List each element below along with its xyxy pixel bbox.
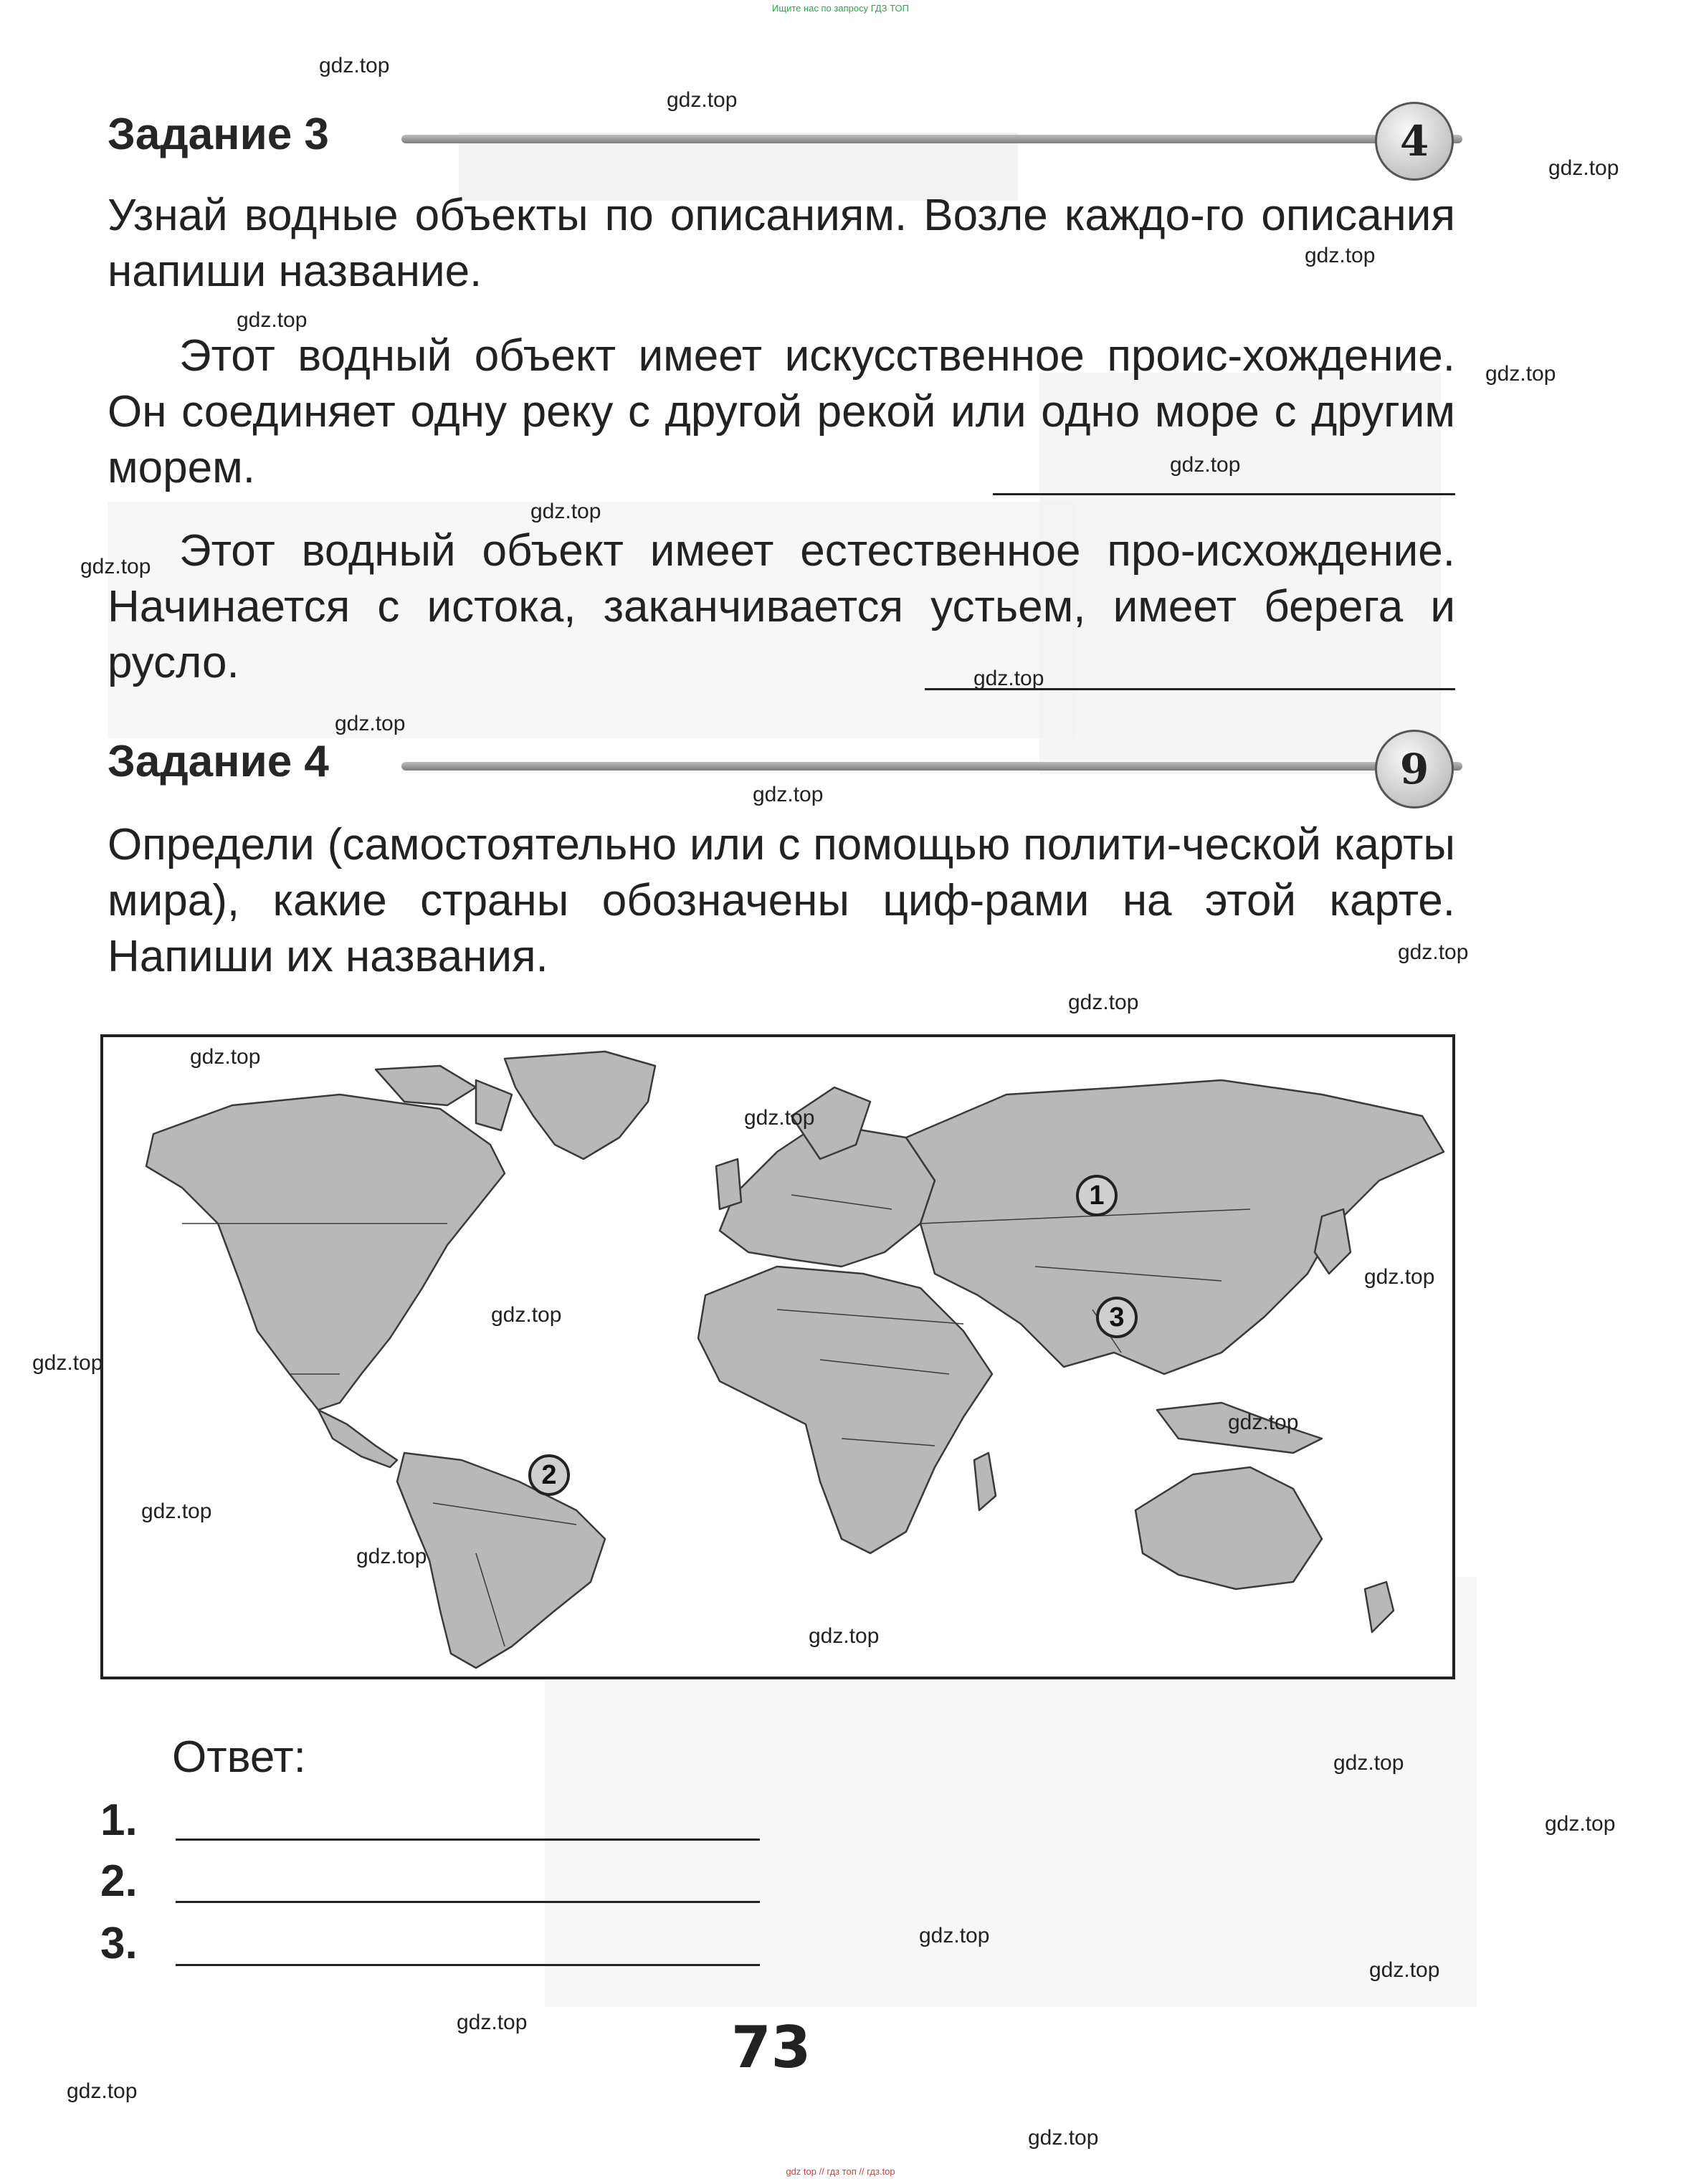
- task-4-instruction: Определи (самостоятельно или с помощью полити-ческой карты мира), какие страны обозначены циф-рами на этой карте. Напиши их названия.: [108, 820, 1455, 981]
- answer-line-1[interactable]: [176, 1839, 760, 1841]
- watermark: gdz.top: [1228, 1411, 1299, 1434]
- watermark: gdz.top: [1545, 1812, 1616, 1836]
- answer-number-2: 2.: [100, 1856, 138, 1906]
- watermark: gdz.top: [319, 54, 390, 77]
- baffin-island-shape: [476, 1080, 512, 1130]
- new-zealand-shape: [1365, 1582, 1394, 1632]
- task-3-answer-line-1[interactable]: [993, 493, 1455, 495]
- watermark: gdz.top: [744, 1106, 815, 1130]
- africa-shape: [698, 1267, 992, 1553]
- watermark: gdz.top: [190, 1045, 261, 1069]
- answer-number-3: 3.: [100, 1919, 138, 1968]
- greenland-shape: [505, 1052, 655, 1159]
- page-number: 73: [731, 2014, 811, 2081]
- watermark: gdz.top: [1068, 991, 1139, 1014]
- watermark: gdz.top: [973, 667, 1044, 690]
- task-3-instruction: Узнай водные объекты по описаниям. Возле каждо-го описания напиши название.: [108, 191, 1455, 296]
- watermark: gdz.top: [753, 783, 824, 806]
- watermark: gdz.top: [1364, 1265, 1435, 1289]
- asia-shape: [906, 1080, 1444, 1374]
- task-3-rule: [401, 135, 1462, 143]
- map-marker-2: 2: [528, 1454, 570, 1496]
- answer-label: Ответ:: [172, 1732, 306, 1782]
- task-4-rule: [401, 762, 1462, 771]
- watermark: gdz.top: [32, 1351, 103, 1375]
- answer-line-2[interactable]: [176, 1901, 760, 1903]
- watermark: gdz.top: [919, 1924, 990, 1947]
- task-3-header: [108, 106, 1470, 171]
- header-banner: Ищите нас по запросу ГДЗ ТОП: [772, 3, 909, 14]
- watermark: gdz.top: [1369, 1958, 1440, 1982]
- world-map: [100, 1034, 1455, 1679]
- north-america-shape: [146, 1095, 505, 1410]
- map-marker-3: 3: [1096, 1297, 1138, 1338]
- watermark: gdz.top: [809, 1624, 880, 1648]
- task-3-title: Задание 3: [108, 110, 329, 159]
- footer-banner: gdz top // гдз топ // гдз.top: [786, 2166, 895, 2177]
- watermark: gdz.top: [457, 2011, 528, 2034]
- central-america-shape: [318, 1410, 397, 1467]
- watermark: gdz.top: [141, 1499, 212, 1523]
- watermark: gdz.top: [356, 1545, 427, 1568]
- british-isles-shape: [716, 1159, 741, 1209]
- watermark: gdz.top: [667, 88, 738, 112]
- watermark: gdz.top: [1398, 940, 1469, 964]
- watermark: gdz.top: [1305, 244, 1376, 267]
- task-3-description-2: Этот водный объект имеет естественное про-исхождение. Начинается с истока, заканчивается устьем, имеет берега и русло.: [108, 526, 1455, 687]
- task-4-points-badge: 9: [1375, 730, 1454, 809]
- task-3-points-badge: 4: [1375, 102, 1454, 181]
- watermark: gdz.top: [67, 2079, 138, 2103]
- task-3-description-1: Этот водный объект имеет искусственное проис-хождение. Он соединяет одну реку с другой рекой или одно море с другим морем.: [108, 331, 1455, 492]
- canadian-islands-shape: [376, 1066, 476, 1105]
- watermark: gdz.top: [1485, 362, 1556, 386]
- watermark: gdz.top: [1170, 453, 1241, 477]
- watermark: gdz.top: [1548, 156, 1619, 180]
- watermark: gdz.top: [335, 712, 406, 735]
- watermark: gdz.top: [80, 555, 151, 578]
- watermark: gdz.top: [237, 308, 308, 332]
- watermark: gdz.top: [1333, 1751, 1404, 1775]
- watermark: gdz.top: [530, 500, 601, 523]
- answer-line-3[interactable]: [176, 1964, 760, 1966]
- map-marker-1: 1: [1076, 1175, 1118, 1216]
- watermark: gdz.top: [1028, 2126, 1099, 2150]
- watermark: gdz.top: [491, 1303, 562, 1327]
- australia-shape: [1135, 1467, 1322, 1589]
- task-4-title: Задание 4: [108, 737, 329, 786]
- answer-number-1: 1.: [100, 1796, 138, 1845]
- madagascar-shape: [974, 1453, 996, 1510]
- world-map-drawing: [103, 1037, 1452, 1677]
